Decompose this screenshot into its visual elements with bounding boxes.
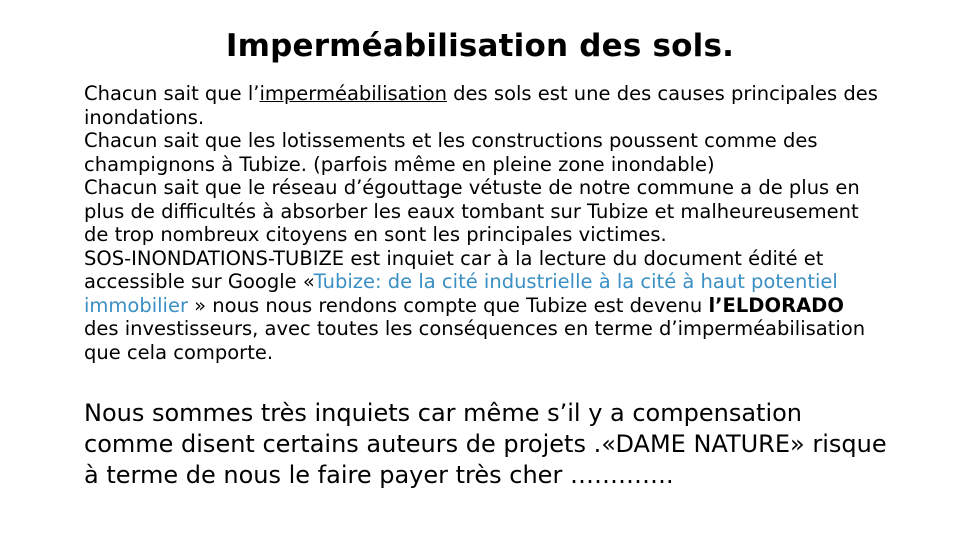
text-run-normal: des sols est une des causes principales des inondations.	[84, 82, 878, 129]
text-run-normal: Nous sommes très inquiets car même s’il y a compensation comme disent certains auteurs de projets .«DAME NATURE» risque à terme de nous le faire payer très cher ………….	[84, 399, 887, 489]
text-run-underline: imperméabilisation	[259, 82, 447, 105]
closing-statement	[84, 398, 894, 491]
text-run-normal: » nous nous rendons compte que Tubize est devenu	[187, 293, 709, 317]
text-run-bold: l’ELDORADO	[708, 293, 844, 317]
text-run-normal: Chacun sait que l’	[84, 82, 260, 105]
text-run-normal: SOS-INONDATIONS-TUBIZE est inquiet car à la lecture du document édité et accessible sur Google «	[84, 246, 824, 293]
slide-body	[84, 82, 884, 364]
text-run-normal: des investisseurs, avec toutes les conséquences en terme d’imperméabilisation que cela comporte.	[84, 317, 866, 364]
page-title: Imperméabilisation des sols.	[225, 28, 735, 64]
paragraph	[84, 176, 884, 247]
text-run-normal: Chacun sait que les lotissements et les constructions poussent comme des champignons à Tubize. (parfois même en pleine zone inondable)	[84, 129, 818, 176]
text-run-normal: Chacun sait que le réseau d’égouttage vétuste de notre commune a de plus en plus de difficultés à absorber les eaux tombant sur Tubize et malheureusement de trop nombreux citoyens en sont les principales victimes.	[84, 176, 860, 246]
paragraph	[84, 129, 884, 176]
paragraph	[84, 82, 884, 129]
paragraph	[84, 247, 884, 365]
text-run-link[interactable]: Tubize: de la cité industrielle à la cité à haut potentiel immobilier	[84, 270, 838, 317]
